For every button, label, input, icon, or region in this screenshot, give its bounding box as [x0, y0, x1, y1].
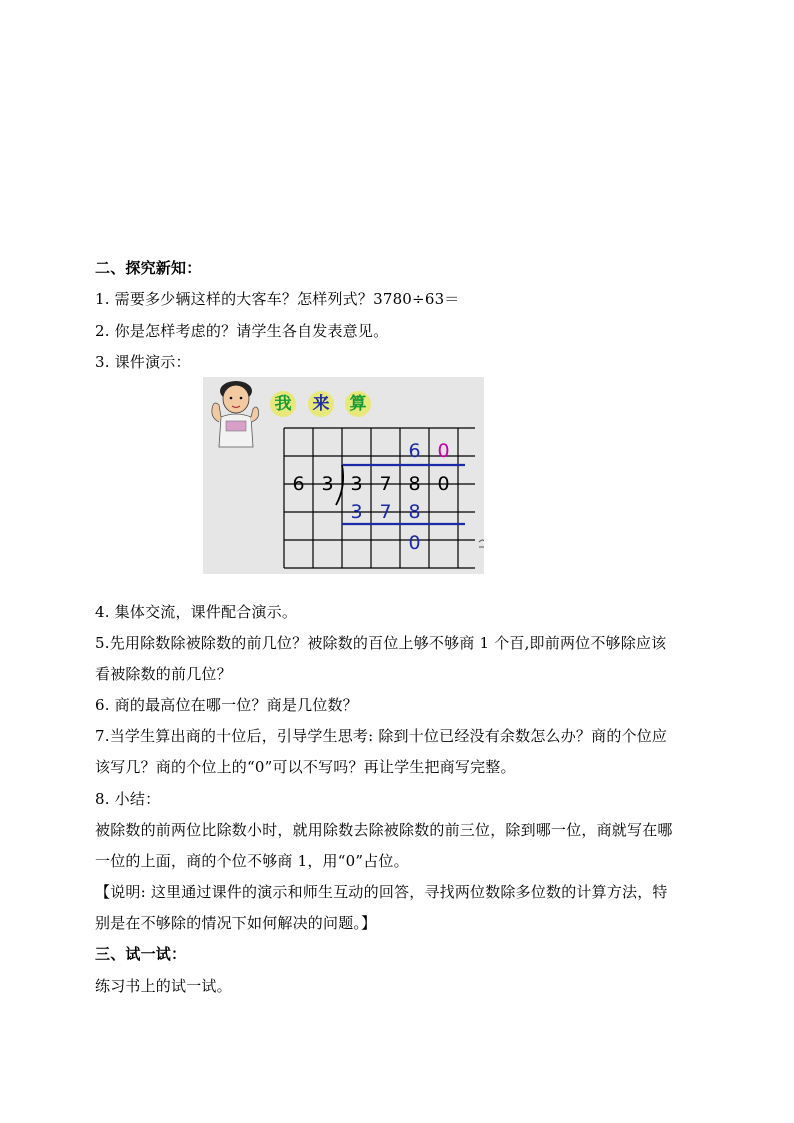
item-4: 4. 集体交流，课件配合演示。: [95, 603, 298, 621]
product-digit-2: 7: [379, 501, 392, 523]
note-line-1: 【说明: 这里通过课件的演示和师生互动的回答，寻找两位数除多位数的计算方法，特: [95, 883, 668, 901]
title-char-3: 算: [345, 391, 371, 417]
dividend-digit-4: 0: [437, 473, 450, 495]
item-5-line-2: 看被除数的前几位？: [95, 665, 232, 683]
item-6: 6. 商的最高位在哪一位？商是几位数？: [95, 696, 358, 714]
divisor-digit-tens: 6: [292, 473, 305, 495]
section-3-item-1: 练习书上的试一试。: [95, 977, 232, 995]
summary-line-2: 一位的上面，商的个位不够商 1，用“0”占位。: [95, 852, 409, 870]
dividend-digit-3: 8: [408, 473, 421, 495]
item-7-line-1: 7.当学生算出商的十位后，引导学生思考: 除到十位已经没有余数怎么办？商的个位应: [95, 727, 668, 745]
item-2: 2. 你是怎样考虑的？请学生各自发表意见。: [95, 322, 389, 340]
courseware-division-figure: [203, 377, 484, 574]
divisor-digit-ones: 3: [321, 473, 334, 495]
item-5-line-1: 5.先用除数除被除数的前几位？被除数的百位上够不够商 1 个百,即前两位不够除应该: [95, 634, 667, 652]
item-7-line-2: 该写几？商的个位上的“0”可以不写吗？再让学生把商写完整。: [95, 758, 516, 776]
dividend-digit-1: 3: [350, 473, 363, 495]
teacher-cartoon-icon: [212, 381, 259, 447]
item-3: 3. 课件演示：: [95, 353, 191, 371]
dividend-digit-2: 7: [379, 473, 392, 495]
quotient-digit-ones: 0: [437, 440, 450, 462]
product-digit-3: 8: [408, 501, 421, 523]
summary-line-1: 被除数的前两位比除数小时，就用除数去除被除数的前三位，除到哪一位，商就写在哪: [95, 821, 673, 839]
quotient-digit-tens: 6: [408, 440, 421, 462]
remainder-digit: 0: [408, 532, 421, 554]
item-1: 1. 需要多少辆这样的大客车？怎样列式？3780÷63＝: [95, 290, 460, 308]
product-digit-1: 3: [350, 501, 363, 523]
note-line-2: 别是在不够除的情况下如何解决的问题。】: [95, 914, 377, 932]
section-2-heading: 二、探究新知：: [95, 259, 202, 277]
title-char-2: 来: [308, 391, 334, 417]
item-8: 8. 小结：: [95, 790, 161, 808]
section-3-heading: 三、试一试：: [95, 945, 187, 963]
title-char-1: 我: [270, 391, 296, 417]
